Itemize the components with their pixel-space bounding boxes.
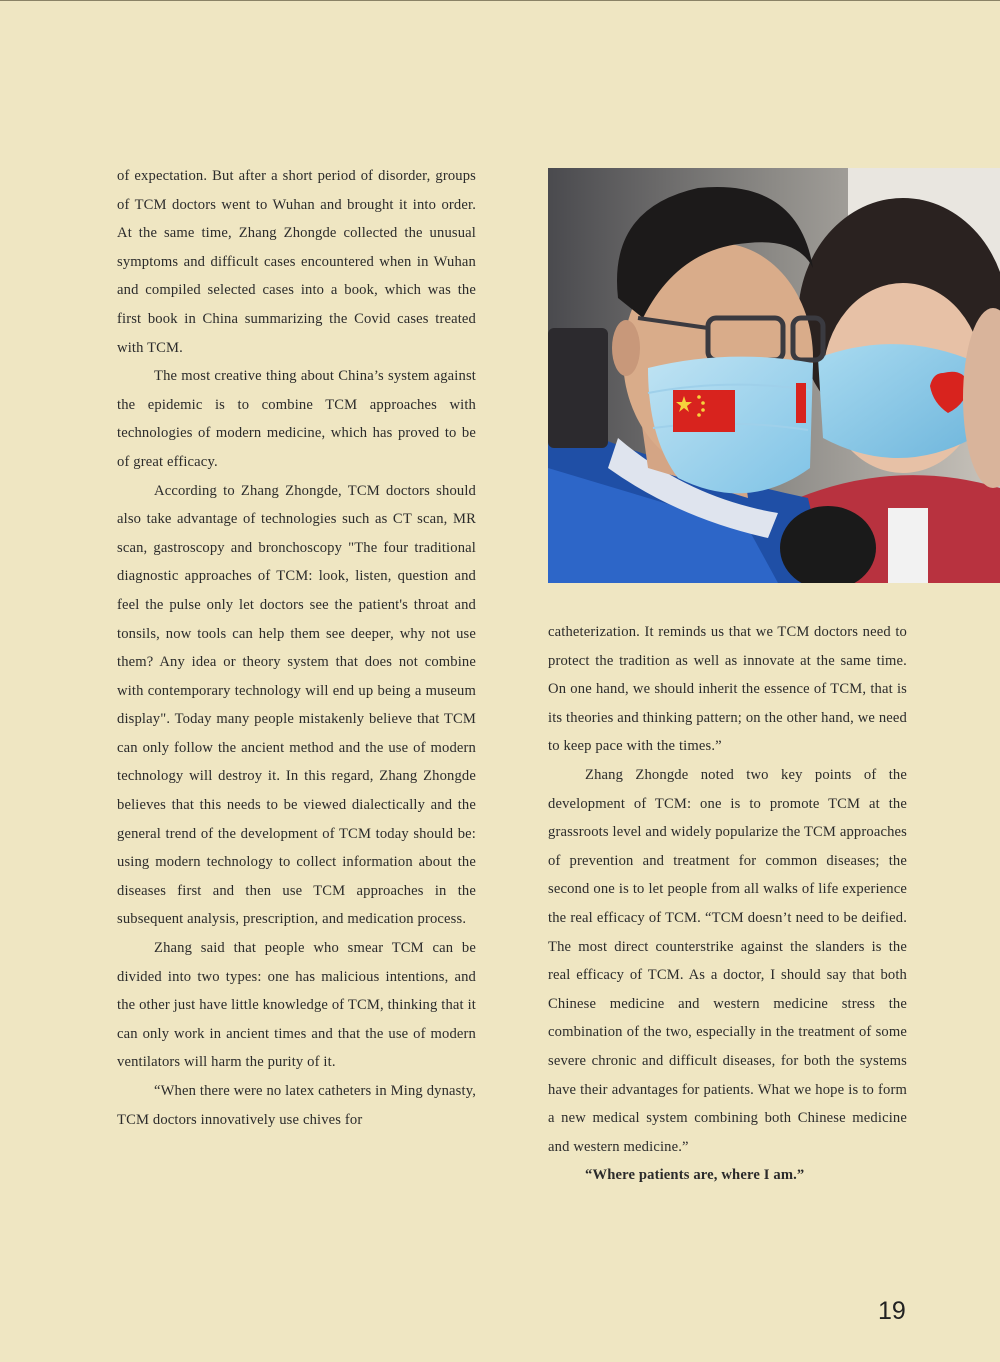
doctors-in-masks-photo <box>548 168 1000 583</box>
paragraph: “When there were no latex catheters in Ming dynasty, TCM doctors innovatively use chives for <box>117 1083 476 1128</box>
paragraph: Zhang said that people who smear TCM can be divided into two types: one has malicious intentions, and the other just have little knowledge of TCM, thinking that it can only work in ancient times and that the use of modern ventilators will harm the purity of it. <box>117 940 476 1071</box>
page-number: 19 <box>878 1297 906 1325</box>
paragraph: of expectation. But after a short period of disorder, groups of TCM doctors went to Wuhan and brought it into order. At the same time, Zhang Zhongde collected the unusual symptoms and difficult cases encountered when in Wuhan and compiled selected cases into a book, which was the first book in China summarizing the Covid cases treated with TCM. <box>117 168 476 356</box>
right-text-column <box>548 618 907 1190</box>
left-text-column <box>117 162 476 1134</box>
paragraph: According to Zhang Zhongde, TCM doctors should also take advantage of technologies such as CT scan, MR scan, gastroscopy and bronchoscopy "The four traditional diagnostic approaches of TCM: look, listen, question and feel the pulse only let doctors see the patient's throat and tonsils, now tools can help them see deeper, why not use them? Any idea or theory system that does not combine with contemporary technology will end up being a museum display". Today many people mistakenly believe that TCM can only follow the ancient method and the use of modern technology will destroy it. In this regard, Zhang Zhongde believes that this needs to be viewed dialectically and the general trend of the development of TCM today should be: using modern technology to collect information about the diseases first and then use TCM approaches in the subsequent analysis, prescription, and medication process. <box>117 482 476 928</box>
subheading: “Where patients are, where I am.” <box>585 1167 805 1184</box>
paragraph: catheterization. It reminds us that we TCM doctors need to protect the tradition as well as innovate at the same time. On one hand, we should inherit the essence of TCM, that is its theories and thinking pattern; on the other hand, we need to keep pace with the times.” <box>548 624 907 755</box>
top-rule <box>0 0 1000 1</box>
paragraph: Zhang Zhongde noted two key points of the development of TCM: one is to promote TCM at the grassroots level and widely popularize the TCM approaches of prevention and treatment for common diseases; the second one is to let people from all walks of life experience the real efficacy of TCM. “TCM doesn’t need to be deified. The most direct counterstrike against the slanders is the real efficacy of TCM. As a doctor, I should say that both Chinese medicine and western medicine stress the combination of the two, especially in the treatment of some severe chronic and difficult diseases, for both the systems have their advantages for patients. What we hope is to form a new medical system combining both Chinese medicine and western medicine.” <box>548 766 907 1155</box>
paragraph: The most creative thing about China’s system against the epidemic is to combine TCM approaches with technologies of modern medicine, which has proved to be of great efficacy. <box>117 368 476 470</box>
